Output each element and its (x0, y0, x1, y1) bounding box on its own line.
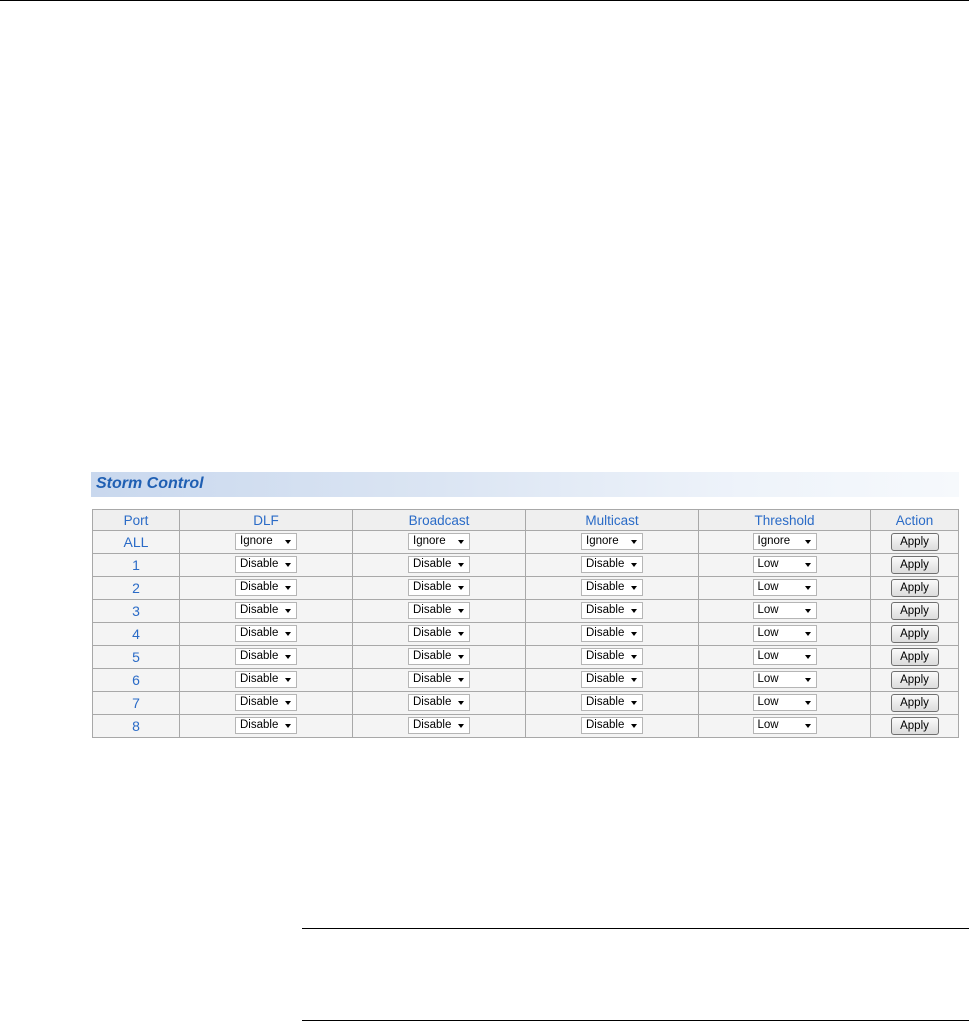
threshold-select-value: Low (757, 581, 779, 594)
dlf-select[interactable] (235, 533, 297, 550)
port-cell: 5 (93, 646, 180, 669)
broadcast-select[interactable] (408, 671, 470, 688)
threshold-cell (699, 646, 871, 669)
port-cell: 4 (93, 623, 180, 646)
threshold-select-value: Ignore (757, 535, 791, 548)
apply-button[interactable]: Apply (891, 648, 939, 666)
dlf-select-value: Disable (240, 627, 279, 640)
multicast-cell (526, 715, 699, 738)
multicast-select-value: Disable (586, 696, 625, 709)
broadcast-select-value: Disable (413, 650, 452, 663)
chevron-down-icon (805, 724, 811, 728)
broadcast-select[interactable] (408, 579, 470, 596)
broadcast-select-value: Disable (413, 558, 452, 571)
multicast-cell (526, 554, 699, 577)
threshold-cell (699, 715, 871, 738)
broadcast-cell (353, 692, 526, 715)
multicast-select-value: Disable (586, 627, 625, 640)
apply-button[interactable]: Apply (891, 694, 939, 712)
broadcast-cell (353, 577, 526, 600)
table-row (93, 531, 959, 554)
multicast-select[interactable] (581, 625, 643, 642)
chevron-down-icon (458, 540, 464, 544)
table-body (93, 531, 959, 738)
multicast-select-value: Disable (586, 719, 625, 732)
threshold-select[interactable] (753, 556, 817, 573)
action-cell (871, 692, 959, 715)
broadcast-cell (353, 531, 526, 554)
threshold-cell (699, 623, 871, 646)
chevron-down-icon (285, 701, 291, 705)
chevron-down-icon (458, 586, 464, 590)
table-row (93, 646, 959, 669)
dlf-cell (180, 623, 353, 646)
threshold-select-value: Low (757, 604, 779, 617)
multicast-select[interactable] (581, 671, 643, 688)
chevron-down-icon (631, 540, 637, 544)
col-header-threshold: Threshold (699, 510, 871, 531)
chevron-down-icon (458, 609, 464, 613)
dlf-select-value: Disable (240, 719, 279, 732)
broadcast-select-value: Disable (413, 581, 452, 594)
storm-control-table (92, 509, 959, 738)
chevron-down-icon (631, 678, 637, 682)
action-cell (871, 715, 959, 738)
broadcast-select-value: Ignore (413, 535, 446, 548)
chevron-down-icon (631, 724, 637, 728)
multicast-cell (526, 531, 699, 554)
broadcast-select-value: Disable (413, 696, 452, 709)
dlf-select-value: Disable (240, 604, 279, 617)
dlf-cell (180, 577, 353, 600)
port-cell: ALL (93, 531, 180, 554)
threshold-select-value: Low (757, 696, 779, 709)
broadcast-select[interactable] (408, 602, 470, 619)
broadcast-select[interactable] (408, 533, 470, 550)
dlf-select-value: Disable (240, 696, 279, 709)
chevron-down-icon (285, 678, 291, 682)
multicast-cell (526, 692, 699, 715)
threshold-select[interactable] (753, 533, 817, 550)
chevron-down-icon (285, 609, 291, 613)
port-cell: 2 (93, 577, 180, 600)
threshold-cell (699, 531, 871, 554)
port-cell: 3 (93, 600, 180, 623)
chevron-down-icon (285, 586, 291, 590)
dlf-cell (180, 554, 353, 577)
dlf-cell (180, 646, 353, 669)
multicast-cell (526, 623, 699, 646)
chevron-down-icon (458, 724, 464, 728)
broadcast-select[interactable] (408, 694, 470, 711)
apply-button[interactable]: Apply (891, 533, 939, 551)
dlf-select[interactable] (235, 648, 297, 665)
dlf-select[interactable] (235, 694, 297, 711)
port-cell: 7 (93, 692, 180, 715)
chevron-down-icon (285, 724, 291, 728)
dlf-cell (180, 531, 353, 554)
port-cell: 6 (93, 669, 180, 692)
broadcast-cell (353, 554, 526, 577)
table-row (93, 715, 959, 738)
broadcast-select-value: Disable (413, 627, 452, 640)
apply-button[interactable]: Apply (891, 671, 939, 689)
table-row (93, 692, 959, 715)
dlf-cell (180, 692, 353, 715)
action-cell (871, 600, 959, 623)
col-header-multicast: Multicast (526, 510, 699, 531)
threshold-select[interactable] (753, 602, 817, 619)
table-row (93, 577, 959, 600)
multicast-select-value: Disable (586, 650, 625, 663)
threshold-select-value: Low (757, 719, 779, 732)
divider-rule (302, 928, 969, 929)
col-header-broadcast: Broadcast (353, 510, 526, 531)
dlf-cell (180, 669, 353, 692)
multicast-cell (526, 577, 699, 600)
port-cell: 8 (93, 715, 180, 738)
apply-button[interactable]: Apply (891, 556, 939, 574)
threshold-cell (699, 692, 871, 715)
chevron-down-icon (805, 609, 811, 613)
table-row (93, 669, 959, 692)
threshold-select[interactable] (753, 648, 817, 665)
broadcast-cell (353, 623, 526, 646)
dlf-cell (180, 600, 353, 623)
broadcast-select-value: Disable (413, 719, 452, 732)
multicast-select[interactable] (581, 694, 643, 711)
broadcast-cell (353, 646, 526, 669)
dlf-select[interactable] (235, 579, 297, 596)
col-header-dlf: DLF (180, 510, 353, 531)
threshold-cell (699, 577, 871, 600)
action-cell (871, 623, 959, 646)
chevron-down-icon (285, 563, 291, 567)
threshold-select[interactable] (753, 717, 817, 734)
chevron-down-icon (458, 563, 464, 567)
dlf-select[interactable] (235, 671, 297, 688)
broadcast-select-value: Disable (413, 604, 452, 617)
threshold-select[interactable] (753, 579, 817, 596)
multicast-select[interactable] (581, 533, 643, 550)
chevron-down-icon (285, 655, 291, 659)
section-title: Storm Control (96, 475, 204, 492)
chevron-down-icon (631, 632, 637, 636)
dlf-select[interactable] (235, 625, 297, 642)
chevron-down-icon (805, 563, 811, 567)
chevron-down-icon (631, 655, 637, 659)
chevron-down-icon (458, 632, 464, 636)
chevron-down-icon (805, 655, 811, 659)
broadcast-cell (353, 669, 526, 692)
multicast-cell (526, 646, 699, 669)
broadcast-select[interactable] (408, 625, 470, 642)
apply-button[interactable]: Apply (891, 717, 939, 735)
multicast-select-value: Disable (586, 558, 625, 571)
threshold-select-value: Low (757, 558, 779, 571)
multicast-select-value: Disable (586, 604, 625, 617)
action-cell (871, 646, 959, 669)
threshold-select-value: Low (757, 627, 779, 640)
chevron-down-icon (631, 586, 637, 590)
top-rule (0, 0, 969, 1)
broadcast-select[interactable] (408, 556, 470, 573)
chevron-down-icon (805, 632, 811, 636)
multicast-select[interactable] (581, 648, 643, 665)
multicast-select-value: Ignore (586, 535, 619, 548)
multicast-select[interactable] (581, 579, 643, 596)
chevron-down-icon (805, 678, 811, 682)
broadcast-cell (353, 715, 526, 738)
chevron-down-icon (285, 632, 291, 636)
multicast-select[interactable] (581, 556, 643, 573)
chevron-down-icon (631, 609, 637, 613)
multicast-select[interactable] (581, 717, 643, 734)
chevron-down-icon (631, 563, 637, 567)
apply-button[interactable]: Apply (891, 579, 939, 597)
action-cell (871, 531, 959, 554)
dlf-select-value: Disable (240, 673, 279, 686)
action-cell (871, 669, 959, 692)
multicast-select-value: Disable (586, 581, 625, 594)
dlf-select[interactable] (235, 602, 297, 619)
chevron-down-icon (805, 586, 811, 590)
chevron-down-icon (631, 701, 637, 705)
chevron-down-icon (458, 678, 464, 682)
dlf-cell (180, 715, 353, 738)
table-row (93, 623, 959, 646)
chevron-down-icon (458, 701, 464, 705)
action-cell (871, 554, 959, 577)
threshold-select-value: Low (757, 650, 779, 663)
broadcast-select[interactable] (408, 717, 470, 734)
apply-button[interactable]: Apply (891, 602, 939, 620)
threshold-cell (699, 669, 871, 692)
table-row (93, 600, 959, 623)
table-header-row (93, 510, 959, 531)
chevron-down-icon (805, 540, 811, 544)
dlf-select-value: Disable (240, 581, 279, 594)
threshold-cell (699, 554, 871, 577)
dlf-select[interactable] (235, 717, 297, 734)
col-header-action: Action (871, 510, 959, 531)
dlf-select-value: Disable (240, 558, 279, 571)
threshold-cell (699, 600, 871, 623)
chevron-down-icon (805, 701, 811, 705)
storm-control-header (91, 472, 959, 497)
chevron-down-icon (458, 655, 464, 659)
threshold-select-value: Low (757, 673, 779, 686)
broadcast-select[interactable] (408, 648, 470, 665)
table-row (93, 554, 959, 577)
threshold-select[interactable] (753, 625, 817, 642)
dlf-select-value: Disable (240, 650, 279, 663)
action-cell (871, 577, 959, 600)
port-cell: 1 (93, 554, 180, 577)
apply-button[interactable]: Apply (891, 625, 939, 643)
dlf-select[interactable] (235, 556, 297, 573)
threshold-select[interactable] (753, 671, 817, 688)
multicast-cell (526, 600, 699, 623)
broadcast-select-value: Disable (413, 673, 452, 686)
multicast-select-value: Disable (586, 673, 625, 686)
col-header-port: Port (93, 510, 180, 531)
multicast-cell (526, 669, 699, 692)
threshold-select[interactable] (753, 694, 817, 711)
broadcast-cell (353, 600, 526, 623)
multicast-select[interactable] (581, 602, 643, 619)
chevron-down-icon (285, 540, 291, 544)
dlf-select-value: Ignore (240, 535, 273, 548)
